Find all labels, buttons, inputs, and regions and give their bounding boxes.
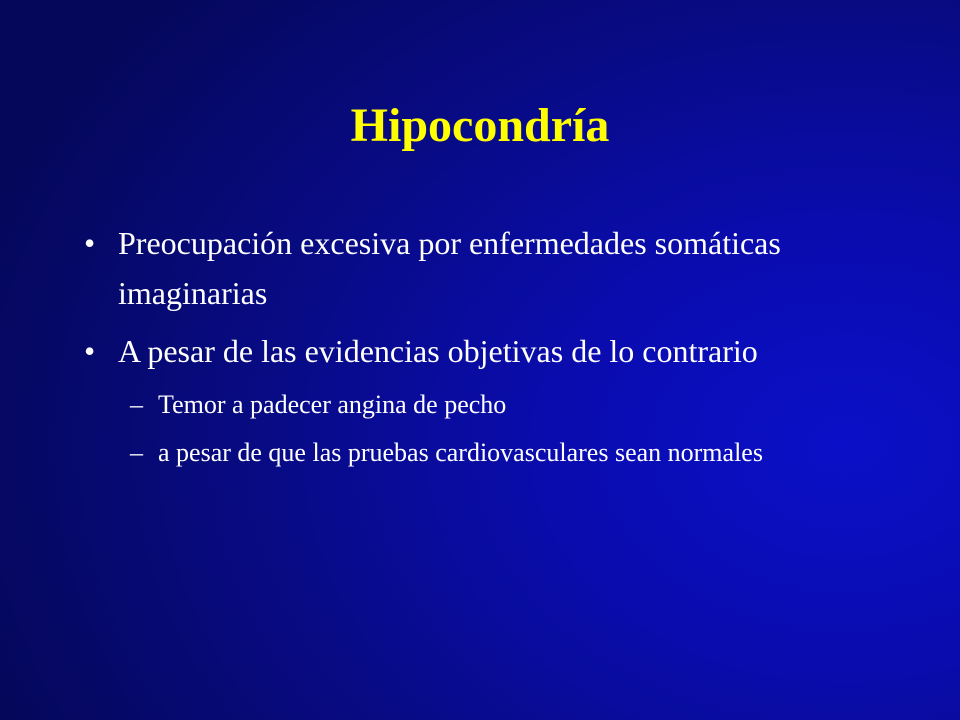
bullet-item [84,326,864,376]
sub-bullet-marker: – [130,390,143,419]
bullet-marker: • [84,333,96,369]
sub-bullet-text: Temor a padecer angina de pecho [158,390,507,419]
sub-bullet-item [130,384,864,426]
bullet-text: A pesar de las evidencias objetivas de lo contrario [118,333,758,369]
bullet-list [84,218,864,474]
bullet-item [84,218,864,318]
sub-bullet-marker: – [130,438,143,467]
sub-bullet-text: a pesar de que las pruebas cardiovasculares sean normales [158,438,763,467]
slide-title: Hipocondría [350,99,610,152]
sub-bullet-item [130,432,864,474]
bullet-text: Preocupación excesiva por enfermedades somáticas imaginarias [118,225,781,311]
bullet-marker: • [84,225,96,261]
